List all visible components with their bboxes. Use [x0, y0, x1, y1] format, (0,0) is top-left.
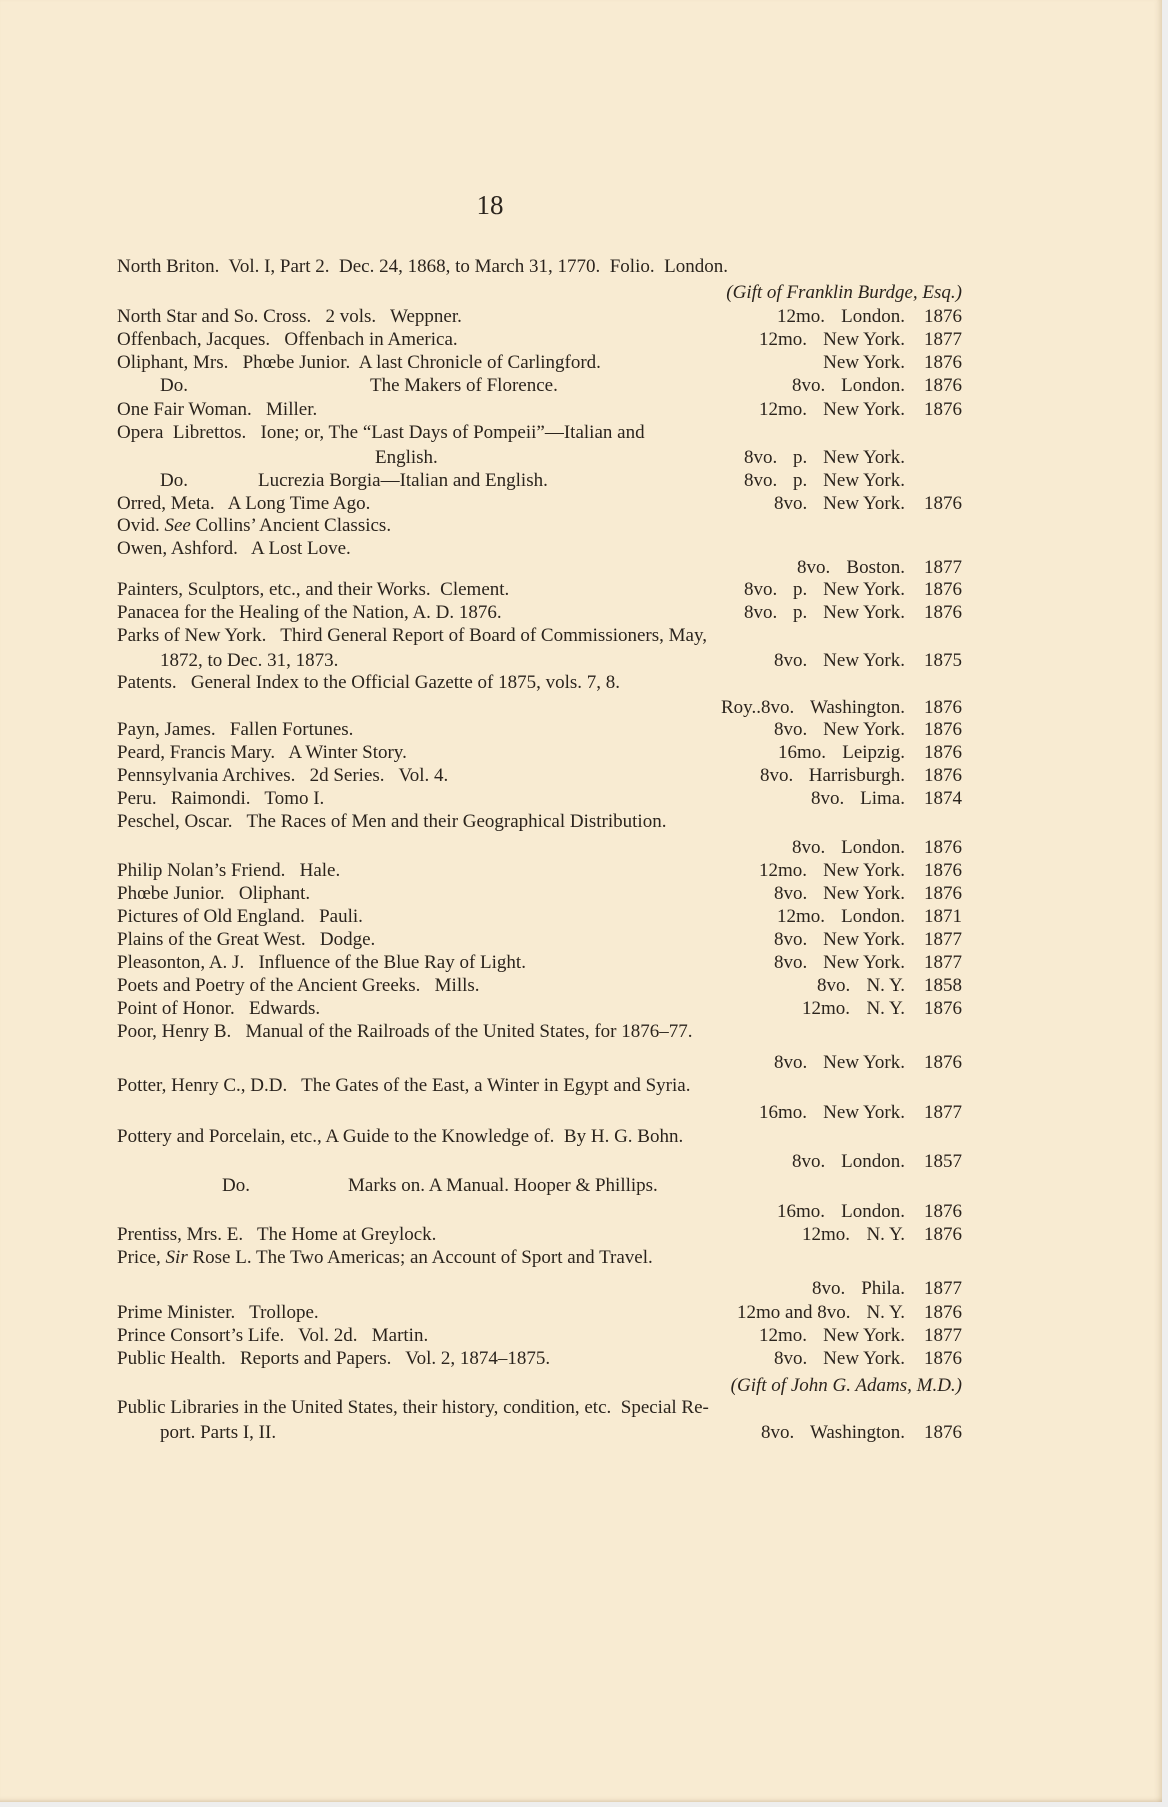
entry-text: Oliphant, Mrs. Phœbe Junior. A last Chronicle of Carlingford. [117, 352, 601, 373]
entry-format: 16mo. [778, 742, 827, 763]
entry-place: New York. [823, 1102, 905, 1123]
entry-format: 8vo. [792, 1151, 826, 1172]
entry-year: 1877 [924, 929, 962, 950]
entry-format: 8vo. [817, 975, 851, 996]
catalogue-line [0, 1200, 1168, 1224]
entry-year: 1876 [924, 1201, 962, 1222]
catalogue-line [0, 601, 1168, 625]
entry-paper-mark: p. [793, 602, 808, 623]
entry-format: 8vo. [774, 929, 808, 950]
entry-place: New York. [823, 952, 905, 973]
entry-text [117, 514, 391, 538]
entry-format: 8vo. [811, 788, 845, 809]
entry-year: 1876 [924, 837, 962, 858]
catalogue-line [0, 1051, 1168, 1075]
entry-year: 1877 [924, 1278, 962, 1299]
entry-format: 8vo. [774, 650, 808, 671]
entry-text: Philip Nolan’s Friend. Hale. [117, 860, 341, 881]
entry-place: New York. [823, 719, 905, 740]
catalogue-line [0, 1223, 1168, 1247]
entry-format: 8vo. [774, 719, 808, 740]
entry-place: London. [841, 1201, 905, 1222]
entry-format: 8vo. [744, 447, 778, 468]
entry-year: 1876 [924, 375, 962, 396]
entry-text: Plains of the Great West. Dodge. [117, 929, 376, 950]
entry-text: North Briton. Vol. I, Part 2. Dec. 24, 1868, to March 31, 1770. Folio. London. [117, 256, 728, 277]
entry-title: Marks on. A Manual. Hooper & Phillips. [348, 1175, 658, 1196]
entry-text: Peru. Raimondi. Tomo I. [117, 788, 325, 809]
entry-text: Pennsylvania Archives. 2d Series. Vol. 4. [117, 765, 449, 786]
entry-year: 1871 [924, 906, 962, 927]
entry-place: N. Y. [866, 975, 905, 996]
gift-note: (Gift of Franklin Burdge, Esq.) [726, 282, 962, 303]
catalogue-line [0, 578, 1168, 602]
entry-place: New York. [823, 329, 905, 350]
entry-year: 1877 [924, 1102, 962, 1123]
entry-text-end: Collins’ Ancient Classics. [190, 515, 392, 536]
entry-year: 1876 [924, 306, 962, 327]
catalogue-line [0, 556, 1168, 580]
entry-place: Harrisburgh. [808, 765, 905, 786]
ditto-mark: Do. [160, 470, 188, 491]
entry-format: 8vo. [774, 883, 808, 904]
entry-format: 12mo. [759, 1325, 808, 1346]
entry-year: 1876 [924, 860, 962, 881]
catalogue-line [0, 1101, 1168, 1125]
entry-format: 8vo. [774, 952, 808, 973]
catalogue-line [0, 882, 1168, 906]
entry-continuation: port. Parts I, II. [160, 1422, 277, 1443]
gift-donor: Gift of John G. Adams, M.D. [737, 1375, 956, 1396]
catalogue-line [0, 281, 1168, 305]
catalogue-line [0, 1396, 1168, 1420]
gift-donor: Gift of Franklin Burdge, Esq. [732, 282, 956, 303]
entry-place: Leipzig. [842, 742, 905, 763]
entry-text: Phœbe Junior. Oliphant. [117, 883, 311, 904]
entry-format: 8vo. [744, 579, 778, 600]
entry-year: 1877 [924, 329, 962, 350]
entry-place: London. [841, 906, 905, 927]
entry-title: The Makers of Florence. [370, 375, 558, 396]
entry-place: London. [841, 837, 905, 858]
entry-text: Parks of New York. Third General Report of Board of Commissioners, May, [117, 625, 707, 646]
catalogue-line [0, 1074, 1168, 1098]
entry-place: Washington. [809, 1422, 905, 1443]
page-number: 18 [476, 190, 504, 220]
entry-text: Point of Honor. Edwards. [117, 998, 321, 1019]
entry-text: Poor, Henry B. Manual of the Railroads of the United States, for 1876–77. [117, 1021, 693, 1042]
catalogue-line [0, 1174, 1168, 1198]
entry-format: 8vo. [744, 602, 778, 623]
entry-place: New York. [823, 1348, 905, 1369]
entry-format: 8vo. [760, 765, 794, 786]
entry-text: Opera Librettos. Ione; or, The “Last Days of Pompeii”—Italian and [117, 422, 645, 443]
entry-year: 1876 [924, 602, 962, 623]
entry-text: Prince Consort’s Life. Vol. 2d. Martin. [117, 1325, 429, 1346]
catalogue-line [0, 1246, 1168, 1270]
entry-format: 8vo. [774, 1348, 808, 1369]
entry-place: New York. [823, 399, 905, 420]
entry-year: 1876 [924, 1348, 962, 1369]
entry-format: 12mo. [777, 306, 826, 327]
entry-place: Boston. [846, 557, 905, 578]
entry-year: 1857 [924, 1151, 962, 1172]
catalogue-line [0, 1374, 1168, 1398]
entry-format: 8vo. [797, 557, 831, 578]
entry-paper-mark: p. [793, 579, 808, 600]
catalogue-line [0, 446, 1168, 470]
ditto-mark: Do. [222, 1175, 250, 1196]
catalogue-line [0, 624, 1168, 648]
catalogue-line [0, 836, 1168, 860]
entry-year: 1876 [924, 493, 962, 514]
entry-text: Prime Minister. Trollope. [117, 1302, 319, 1323]
entry-place: N. Y. [866, 998, 905, 1019]
catalogue-line [0, 514, 1168, 538]
entry-continuation: 1872, to Dec. 31, 1873. [160, 650, 339, 671]
catalogue-line [0, 951, 1168, 975]
entry-format: 8vo. [761, 1422, 795, 1443]
entry-year: 1877 [924, 557, 962, 578]
entry-text: Pottery and Porcelain, etc., A Guide to the Knowledge of. By H. G. Bohn. [117, 1126, 684, 1147]
entry-text [117, 1246, 653, 1270]
ditto-mark: Do. [160, 375, 188, 396]
entry-place: New York. [823, 602, 905, 623]
entry-place: Washington. [809, 697, 905, 718]
catalogue-line [0, 1277, 1168, 1301]
entry-year: 1874 [924, 788, 962, 809]
entry-format: 12mo. [777, 906, 826, 927]
entry-format: 8vo. [744, 470, 778, 491]
entry-format: 12mo. [759, 399, 808, 420]
entry-year: 1876 [924, 883, 962, 904]
catalogue-line [0, 671, 1168, 695]
catalogue-line [0, 718, 1168, 742]
entry-year: 1876 [924, 1052, 962, 1073]
entry-text: Potter, Henry C., D.D. The Gates of the East, a Winter in Egypt and Syria. [117, 1075, 691, 1096]
entry-text: Prentiss, Mrs. E. The Home at Greylock. [117, 1224, 437, 1245]
entry-year: 1876 [924, 697, 962, 718]
catalogue-line [0, 469, 1168, 493]
entry-paper-mark: p. [793, 470, 808, 491]
entry-text: One Fair Woman. Miller. [117, 399, 318, 420]
entry-year: 1876 [924, 352, 962, 373]
catalogue-line [0, 905, 1168, 929]
entry-text: Painters, Sculptors, etc., and their Works. Clement. [117, 579, 510, 600]
catalogue-line [0, 1125, 1168, 1149]
entry-paper-mark: p. [793, 447, 808, 468]
entry-text: North Star and So. Cross. 2 vols. Weppner. [117, 306, 462, 327]
entry-year: 1876 [924, 1422, 962, 1443]
entry-text: Poets and Poetry of the Ancient Greeks. Mills. [117, 975, 480, 996]
entry-format: 8vo. [792, 837, 826, 858]
catalogue-line [0, 1324, 1168, 1348]
catalogue-line [0, 810, 1168, 834]
entry-format: 12mo. [759, 860, 808, 881]
catalogue-line [0, 787, 1168, 811]
entry-text: Pleasonton, A. J. Influence of the Blue Ray of Light. [117, 952, 526, 973]
italic-term: Sir [165, 1247, 188, 1268]
entry-text: Peard, Francis Mary. A Winter Story. [117, 742, 407, 763]
catalogue-line [0, 328, 1168, 352]
entry-place: New York. [823, 929, 905, 950]
catalogue-line [0, 1020, 1168, 1044]
catalogue-line [0, 696, 1168, 720]
entry-text: Payn, James. Fallen Fortunes. [117, 719, 354, 740]
catalogue-line [0, 255, 1168, 279]
entry-text: Peschel, Oscar. The Races of Men and their Geographical Distribution. [117, 811, 667, 832]
entry-format: 12mo. [802, 998, 851, 1019]
entry-format: 16mo. [777, 1201, 826, 1222]
entry-place: New York. [823, 1052, 905, 1073]
catalogue-line [0, 974, 1168, 998]
entry-year: 1876 [924, 399, 962, 420]
entry-format: 8vo. [774, 1052, 808, 1073]
entry-year: 1877 [924, 1325, 962, 1346]
catalogue-line [0, 1150, 1168, 1174]
italic-term: See [164, 515, 191, 536]
entry-text: Orred, Meta. A Long Time Ago. [117, 493, 371, 514]
entry-place: London. [841, 306, 905, 327]
catalogue-line [0, 351, 1168, 375]
catalogue-line [0, 997, 1168, 1021]
entry-format: 12mo and 8vo. [737, 1302, 851, 1323]
catalogue-line [0, 1347, 1168, 1371]
gift-note: (Gift of John G. Adams, M.D.) [730, 1375, 962, 1396]
entry-place: London. [841, 1151, 905, 1172]
entry-format: 16mo. [759, 1102, 808, 1123]
entry-text: Offenbach, Jacques. Offenbach in America. [117, 329, 458, 350]
entry-format: 12mo. [802, 1224, 851, 1245]
catalogue-line [0, 764, 1168, 788]
entry-year: 1876 [924, 579, 962, 600]
entry-format: 12mo. [759, 329, 808, 350]
entry-format: 8vo. [774, 493, 808, 514]
entry-year: 1877 [924, 952, 962, 973]
catalogue-line [0, 305, 1168, 329]
catalogue-line [0, 741, 1168, 765]
entry-title: Lucrezia Borgia—Italian and English. [258, 470, 548, 491]
entry-text-start: Price, [117, 1247, 166, 1268]
catalogue-line [0, 1421, 1168, 1445]
entry-place: New York. [823, 883, 905, 904]
entry-year: 1876 [924, 998, 962, 1019]
entry-year: 1876 [924, 1224, 962, 1245]
entry-text-end: Rose L. The Two Americas; an Account of Sport and Travel. [187, 1247, 653, 1268]
entry-year: 1858 [924, 975, 962, 996]
entry-text: Pictures of Old England. Pauli. [117, 906, 363, 927]
catalogue-line [0, 374, 1168, 398]
entry-place: London. [841, 375, 905, 396]
catalogue-line [0, 421, 1168, 445]
entry-format: Roy..8vo. [721, 697, 795, 718]
catalogue-line [0, 859, 1168, 883]
entry-place: New York. [823, 860, 905, 881]
entry-year: 1876 [924, 1302, 962, 1323]
catalogue-line [0, 1301, 1168, 1325]
entry-place: New York. [823, 352, 905, 373]
entry-year: 1875 [924, 650, 962, 671]
entry-text: Patents. General Index to the Official Gazette of 1875, vols. 7, 8. [117, 672, 621, 693]
entry-text: Panacea for the Healing of the Nation, A. D. 1876. [117, 602, 502, 623]
entry-continuation: English. [375, 447, 438, 468]
entry-place: Phila. [861, 1278, 905, 1299]
entry-format: 8vo. [812, 1278, 846, 1299]
entry-place: New York. [823, 493, 905, 514]
catalogue-line [0, 928, 1168, 952]
entry-text: Public Health. Reports and Papers. Vol. 2, 1874–1875. [117, 1348, 551, 1369]
entry-format: 8vo. [792, 375, 826, 396]
entry-place: N. Y. [866, 1302, 905, 1323]
entry-text: Public Libraries in the United States, their history, condition, etc. Special Re- [117, 1397, 709, 1418]
entry-place: N. Y. [866, 1224, 905, 1245]
entry-place: New York. [823, 1325, 905, 1346]
entry-place: New York. [823, 650, 905, 671]
entry-place: New York. [823, 579, 905, 600]
entry-text-start: Ovid. [117, 515, 165, 536]
catalogue-line [0, 649, 1168, 673]
entry-place: New York. [823, 470, 905, 491]
entry-year: 1876 [924, 742, 962, 763]
catalogue-line [0, 398, 1168, 422]
entry-text: Owen, Ashford. A Lost Love. [117, 538, 351, 559]
catalogue-line [0, 492, 1168, 516]
entry-year: 1876 [924, 719, 962, 740]
entry-place: New York. [823, 447, 905, 468]
entry-year: 1876 [924, 765, 962, 786]
entry-place: Lima. [860, 788, 905, 809]
